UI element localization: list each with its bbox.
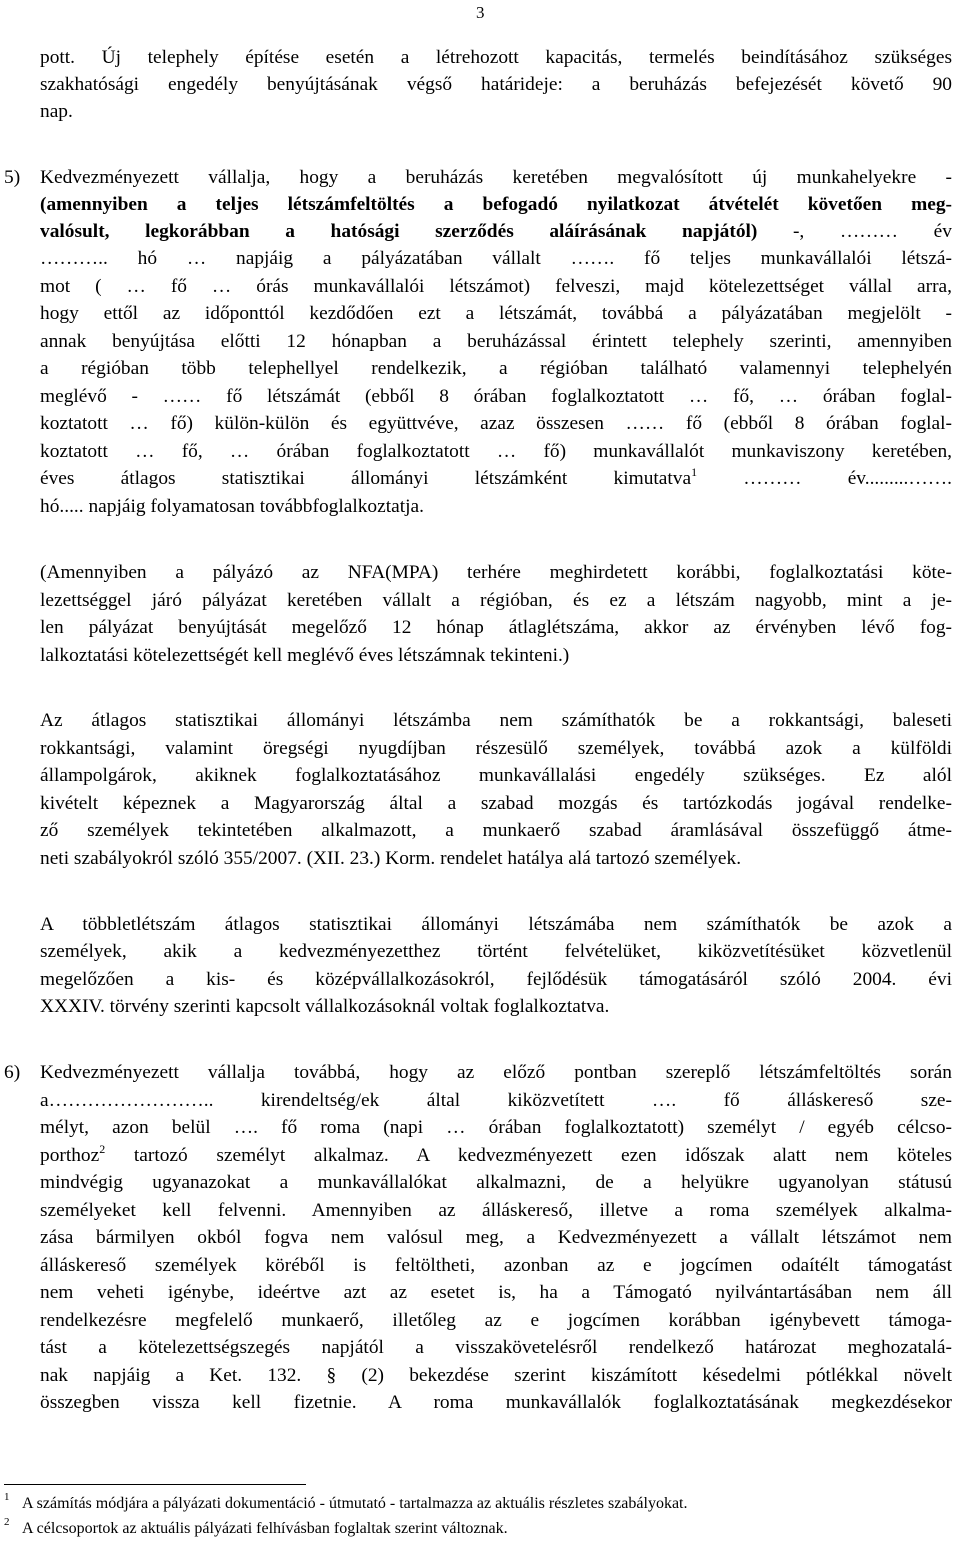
text-line: személyeket kell felvenni. Amennyiben az álláskereső, illetve a roma személyek alkalma- bbox=[40, 1200, 952, 1221]
text-span: éves átlagos statisztikai állományi létszámként kimutatva bbox=[40, 468, 692, 489]
page-number: 3 bbox=[476, 3, 485, 22]
text-line: ……….. hó … napjáig a pályázatában vállalt ……. fő teljes munkavállalói létszá- bbox=[40, 248, 952, 269]
footnote-ref: 1 bbox=[691, 465, 698, 479]
text-line: nak napjáig a Ket. 132. § (2) bekezdése szerint kiszámított késedelmi pótlékkal növelt bbox=[40, 1365, 952, 1386]
text-line: állampolgárok, akiknek foglalkoztatásához munkavállalási engedély szükséges. Ez alól bbox=[40, 765, 952, 786]
bold-text: (amennyiben a teljes létszámfeltöltés a befogadó nyilatkozat átvételét követően meg- bbox=[40, 194, 952, 215]
text-line: zása bármilyen okból fogva nem valósul meg, a Kedvezményezett a vállalt létszámot nem bbox=[40, 1227, 952, 1248]
text-line: a…………………….. kirendeltség/ek által kiközvetített …. fő álláskereső sze- bbox=[40, 1090, 952, 1111]
text-span: porthoz bbox=[40, 1145, 100, 1166]
footnote-divider bbox=[4, 1484, 306, 1485]
footnote-mark: 2 bbox=[4, 1516, 10, 1528]
text-span: -, ……… év bbox=[757, 221, 952, 242]
text-line: koztatott … fő) külön-külön és együttvéve, azaz összesen …… fő (ebből 8 órában foglal- bbox=[40, 413, 952, 434]
text-line: nem veheti igénybe, ideértve azt az esetet is, ha a Támogató nyilvántartásában nem áll bbox=[40, 1282, 952, 1303]
text-line: lezettséggel járó pályázat keretében vállalt a régióban, és ez a létszám nagyobb, mint a je- bbox=[40, 590, 952, 611]
text-line: Kedvezményezett vállalja továbbá, hogy az előző pontban szereplő létszámfeltöltés során bbox=[40, 1062, 952, 1083]
text-line: személyek, akik a kedvezményezetthez történt felvételüket, kiközvetítésüket közvetlenül bbox=[40, 941, 952, 962]
text-line: (Amennyiben a pályázó az NFA(MPA) terhére meghirdetett korábbi, foglalkoztatási köte- bbox=[40, 562, 952, 583]
text-line: mindvégig ugyanazokat a munkavállalókat alkalmazni, de a helyükre ugyanolyan státusú bbox=[40, 1172, 952, 1193]
text-line: pott. Új telephely építése esetén a létrehozott kapacitás, termelés beindításához szükséges bbox=[40, 47, 952, 68]
bold-text: valósult, legkorábban a hatósági szerződés aláírásának napjától) bbox=[40, 221, 758, 242]
text-line: szakhatósági engedély benyújtásának végső határideje: a beruházás befejezését követő 90 bbox=[40, 74, 952, 95]
text-line: XXXIV. törvény szerinti kapcsolt vállalkozásoknál voltak foglalkoztatva. bbox=[40, 996, 610, 1017]
text-line: a régióban több telephellyel rendelkezik, a régióban található valamennyi telephelyén bbox=[40, 358, 952, 379]
text-line: mélyt, azon belül …. fő roma (napi … órában foglalkoztatott) személyt / egyéb célcso- bbox=[40, 1117, 952, 1138]
text-line: annak benyújtása előtti 12 hónapban a beruházással érintett telephely szerinti, amennyiben bbox=[40, 331, 952, 352]
text-line bbox=[40, 219, 952, 245]
text-line: rendelkezésre megfelelő munkaerő, illetőleg az e jogcímen korábban igénybevett támoga- bbox=[40, 1310, 952, 1331]
text-line: A többletlétszám átlagos statisztikai állományi létszámába nem számíthatók be azok a bbox=[40, 914, 952, 935]
text-line: kivételt képeznek a Magyarország által a szabad mozgás és tartózkodás jogával rendelke- bbox=[40, 793, 952, 814]
text-line: neti szabályokról szóló 355/2007. (XII. 23.) Korm. rendelet hatálya alá tartozó személyek. bbox=[40, 848, 742, 869]
text-line: megelőzően a kis- és középvállalkozásokról, fejlődésük támogatásáról szóló 2004. évi bbox=[40, 969, 952, 990]
text-line: meglévő - …… fő létszámát (ebből 8 órában foglalkoztatott … fő, … órában foglal- bbox=[40, 386, 952, 407]
text-line: rokkantsági, valamint öregségi nyugdíjban részesülő személyek, továbbá azok a külföldi bbox=[40, 738, 952, 759]
text-line: mot ( … fő … órás munkavállalói létszámot) felveszi, majd kötelezettséget vállal arra, bbox=[40, 276, 952, 297]
text-line: nap. bbox=[40, 101, 73, 122]
footnote-text: A számítás módjára a pályázati dokumentáció - útmutató - tartalmazza az aktuális részletes szabályokat. bbox=[22, 1495, 688, 1512]
text-line: Az átlagos statisztikai állományi létszámba nem számíthatók be a rokkantsági, baleseti bbox=[40, 710, 952, 731]
text-line: tást a kötelezettségszegés napjától a visszakövetelésről rendelkező határozat meghozatalá- bbox=[40, 1337, 952, 1358]
text-line: álláskereső személyek köréből is feltöltheti, azonban az e jogcímen odaítélt támogatást bbox=[40, 1255, 952, 1276]
list-number: 5) bbox=[4, 167, 21, 188]
text-line: Kedvezményezett vállalja, hogy a beruházás keretében megvalósított új munkahelyekre - bbox=[40, 167, 952, 188]
text-line: ző személyek tekintetében alkalmazott, a munkaerő szabad áramlásával összefüggő átme- bbox=[40, 820, 952, 841]
footnote-mark: 1 bbox=[4, 1491, 10, 1503]
text-line: len pályázat benyújtását megelőző 12 hónap átlaglétszáma, akkor az érvényben lévő fog- bbox=[40, 617, 952, 638]
text-line bbox=[40, 466, 952, 492]
text-line: összegben vissza kell fizetnie. A roma munkavállalók foglalkoztatásának megkezdésekor bbox=[40, 1392, 952, 1413]
text-line: hó..... napjáig folyamatosan továbbfoglalkoztatja. bbox=[40, 496, 424, 517]
text-line bbox=[40, 1143, 952, 1169]
text-span: tartozó személyt alkalmaz. A kedvezményezett ezen időszak alatt nem köteles bbox=[105, 1145, 952, 1166]
text-line: hogy ettől az időponttól kezdődően ezt a létszámát, továbbá a pályázatában megjelölt - bbox=[40, 303, 952, 324]
list-number: 6) bbox=[4, 1062, 21, 1083]
text-line bbox=[40, 192, 952, 218]
text-line: koztatott … fő, … órában foglalkoztatott … fő) munkavállalót munkaviszony keretében, bbox=[40, 441, 952, 462]
footnote-ref: 2 bbox=[99, 1142, 106, 1156]
footnote-text: A célcsoportok az aktuális pályázati felhívásban foglaltak szerint változnak. bbox=[22, 1520, 508, 1537]
text-span: ……… év.........……. bbox=[697, 468, 952, 489]
text-line: lalkoztatási kötelezettségét kell meglévő éves létszámnak tekinteni.) bbox=[40, 645, 570, 666]
